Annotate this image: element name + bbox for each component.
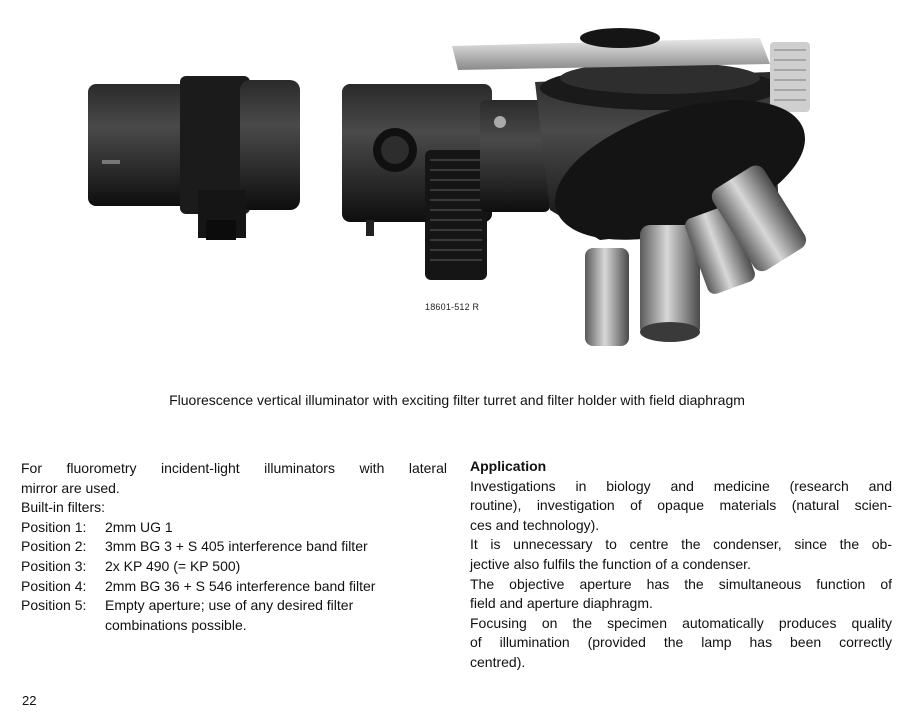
intro-line-2: mirror are used.: [21, 479, 120, 496]
application-column: [470, 457, 892, 673]
filter-position-row: [21, 557, 447, 577]
application-line: Investigations in biology and medicine (research and: [470, 477, 892, 494]
filter-position-row: [21, 518, 447, 538]
position-5-continuation: combinations possible.: [105, 616, 247, 633]
application-line: jective also fulfils the function of a condenser.: [470, 555, 751, 572]
filter-position-row: [21, 596, 447, 616]
figure-caption: Fluorescence vertical illuminator with exciting filter turret and filter holder with field diaphragm: [169, 392, 745, 408]
position-label: Position 2:: [21, 538, 87, 555]
position-label: Position 1:: [21, 518, 87, 535]
filter-position-row: [21, 577, 447, 597]
photo-reference-code: 18601-512 R: [425, 302, 480, 312]
position-description: 2mm BG 36 + S 546 interference band filter: [105, 577, 376, 594]
application-line: routine), investigation of opaque materials (natural scien-: [470, 497, 892, 514]
filter-turret-wheel: [425, 150, 487, 280]
position-label: Position 4:: [21, 577, 87, 594]
filters-heading: Built-in filters:: [21, 499, 106, 516]
filters-column: [21, 459, 447, 635]
intro-line-1: For fluorometry incident-light illuminators with lateral: [21, 460, 447, 476]
lamp-housing-tube: [88, 76, 300, 240]
page-number: 22: [22, 693, 37, 708]
position-description: Empty aperture; use of any desired filter: [105, 597, 354, 614]
application-line: It is unnecessary to centre the condenser, since the ob-: [470, 536, 892, 553]
application-line: ces and technology).: [470, 516, 600, 533]
application-line: The objective aperture has the simultaneous function of: [470, 575, 892, 592]
position-description: 2x KP 490 (= KP 500): [105, 557, 241, 574]
application-line: field and aperture diaphragm.: [470, 595, 653, 612]
application-heading: Application: [470, 458, 547, 474]
position-description: 2mm UG 1: [105, 518, 173, 535]
application-line: of illumination (provided the lamp has been correctly: [470, 634, 892, 651]
position-label: Position 5:: [21, 597, 87, 614]
filter-position-row: [21, 537, 447, 557]
application-line: Focusing on the specimen automatically produces quality: [470, 614, 892, 631]
position-label: Position 3:: [21, 557, 87, 574]
position-description: 3mm BG 3 + S 405 interference band filter: [105, 538, 368, 555]
application-line: centred).: [470, 653, 526, 670]
